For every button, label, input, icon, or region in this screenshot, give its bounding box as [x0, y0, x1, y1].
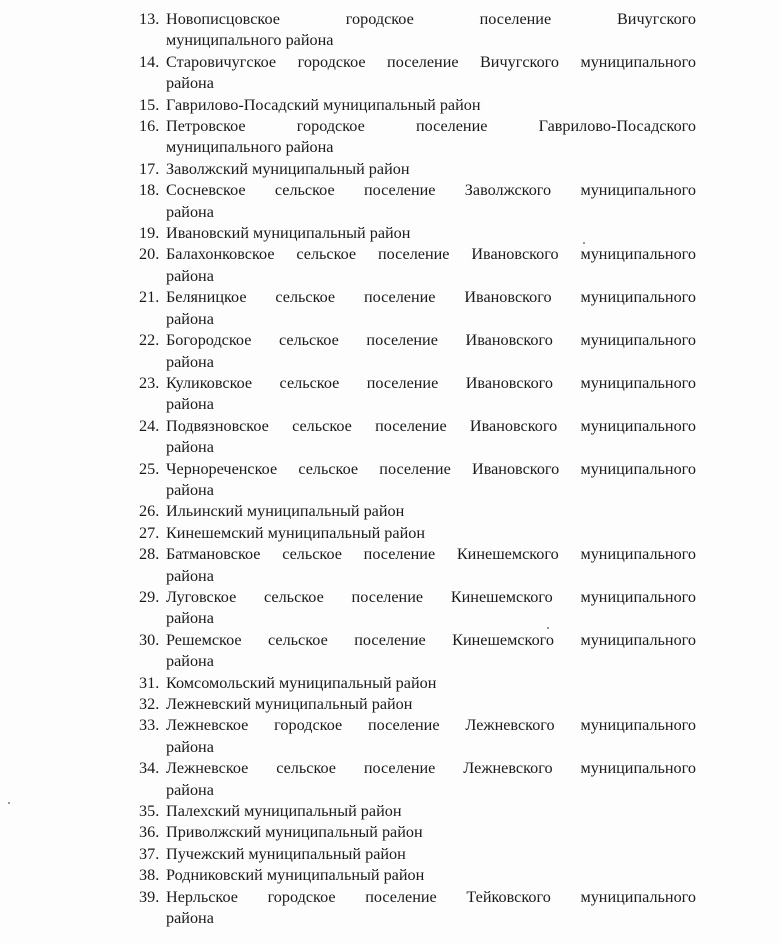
item-text: [166, 822, 696, 843]
item-text: [166, 52, 696, 95]
item-number: 16.: [139, 117, 160, 136]
item-text-continuation: района: [166, 780, 214, 799]
item-number: 32.: [139, 695, 160, 713]
item-number: 14.: [139, 52, 160, 71]
item-text: [166, 180, 696, 223]
list-item: [139, 416, 696, 459]
item-text: [166, 330, 696, 373]
item-number: 22.: [139, 331, 160, 350]
item-number: 27.: [139, 523, 160, 542]
item-text: [166, 223, 696, 244]
item-text-continuation: района: [166, 438, 214, 457]
scan-speck: [8, 802, 10, 804]
item-text-continuation: района: [166, 480, 214, 499]
item-text-line: Балахонковское сельское поселение Ивановского муниципального: [166, 245, 696, 264]
list-item: [139, 715, 696, 758]
item-text-continuation: района: [166, 609, 214, 628]
item-number: 13.: [139, 10, 160, 28]
item-text: [166, 523, 696, 544]
list-item: [139, 887, 696, 930]
list-item: [139, 159, 696, 180]
item-text-line: Подвязновское сельское поселение Ивановского муниципального: [166, 416, 696, 435]
scan-speck: [583, 242, 585, 244]
item-text-line: Решемское сельское поселение Кинешемского муниципального: [166, 630, 696, 649]
item-number: 25.: [139, 459, 160, 478]
item-text: [166, 287, 696, 330]
item-text-continuation: района: [166, 909, 214, 928]
item-text: [166, 9, 696, 52]
item-text: [166, 715, 696, 758]
list-item: [139, 673, 696, 694]
item-text-line: Беляницкое сельское поселение Ивановского муниципального: [166, 288, 696, 307]
list-item: [139, 95, 696, 116]
list-item: [139, 523, 696, 544]
item-text-continuation: муниципального района: [166, 138, 334, 157]
list-item: [139, 544, 696, 587]
item-text: [166, 416, 696, 459]
item-text-line: Нерльское городское поселение Тейковского муниципального: [166, 887, 696, 906]
list-item: [139, 844, 696, 865]
item-text-continuation: района: [166, 266, 214, 285]
item-number: 35.: [139, 802, 160, 821]
item-text-line: Луговское сельское поселение Кинешемского муниципального: [166, 587, 696, 606]
list-item: [139, 52, 696, 95]
item-text-line: Новописцовское городское поселение Вичугского: [166, 10, 696, 28]
item-number: 23.: [139, 373, 160, 392]
item-text-line: Гаврилово-Посадский муниципальный район: [166, 95, 481, 114]
item-text: [166, 630, 696, 673]
item-number: 34.: [139, 759, 160, 778]
item-text-line: Палехский муниципальный район: [166, 802, 402, 821]
item-text: [166, 694, 696, 715]
item-text-line: Заволжский муниципальный район: [166, 159, 410, 178]
item-number: 15.: [139, 95, 160, 114]
list-item: [139, 116, 696, 159]
list-item: [139, 287, 696, 330]
item-text: [166, 95, 696, 116]
item-text: [166, 244, 696, 287]
item-text-continuation: района: [166, 737, 214, 756]
item-text: [166, 544, 696, 587]
item-text: [166, 673, 696, 694]
item-text-line: Лежневский муниципальный район: [166, 695, 413, 713]
item-text-line: Приволжский муниципальный район: [166, 823, 423, 842]
item-number: 20.: [139, 245, 160, 264]
list-item: [139, 330, 696, 373]
item-text-line: Старовичугское городское поселение Вичугского муниципального: [166, 52, 696, 71]
list-item: [139, 9, 696, 52]
item-number: 39.: [139, 887, 160, 906]
list-item: [139, 223, 696, 244]
item-text-continuation: района: [166, 352, 214, 371]
item-text-continuation: муниципального района: [166, 31, 334, 50]
item-text-continuation: района: [166, 652, 214, 671]
list-item: [139, 501, 696, 522]
list-item: [139, 459, 696, 502]
item-number: 26.: [139, 502, 160, 521]
item-text-line: Сосневское сельское поселение Заволжского муниципального: [166, 181, 696, 200]
item-number: 29.: [139, 587, 160, 606]
item-text-continuation: района: [166, 395, 214, 414]
item-text: [166, 887, 696, 930]
item-text-line: Богородское сельское поселение Ивановского муниципального: [166, 331, 696, 350]
item-text-line: Лежневское городское поселение Лежневского муниципального: [166, 716, 696, 735]
item-text: [166, 587, 696, 630]
list-item: [139, 801, 696, 822]
item-text-line: Пучежский муниципальный район: [166, 844, 406, 863]
item-number: 30.: [139, 630, 160, 649]
item-text-line: Лежневское сельское поселение Лежневского муниципального: [166, 759, 696, 778]
item-text-line: Кинешемский муниципальный район: [166, 523, 426, 542]
scan-speck: [547, 627, 549, 629]
list-item: [139, 373, 696, 416]
item-text-continuation: района: [166, 74, 214, 93]
list-item: [139, 694, 696, 715]
item-number: 24.: [139, 416, 160, 435]
item-number: 19.: [139, 224, 160, 243]
item-number: 31.: [139, 673, 160, 692]
item-text: [166, 459, 696, 502]
item-text-line: Батмановское сельское поселение Кинешемского муниципального: [166, 545, 696, 564]
item-number: 33.: [139, 716, 160, 735]
item-text: [166, 116, 696, 159]
list-item: [139, 630, 696, 673]
item-number: 28.: [139, 545, 160, 564]
item-text-line: Петровское городское поселение Гаврилово-Посадского: [166, 117, 696, 136]
list-item: [139, 244, 696, 287]
item-number: 37.: [139, 844, 160, 863]
item-text-line: Комсомольский муниципальный район: [166, 673, 437, 692]
item-text-continuation: района: [166, 202, 214, 221]
item-text: [166, 865, 696, 886]
item-text: [166, 501, 696, 522]
list-item: [139, 587, 696, 630]
municipality-list: [139, 9, 696, 929]
item-text-line: Куликовское сельское поселение Ивановского муниципального: [166, 373, 696, 392]
item-text: [166, 373, 696, 416]
item-text: [166, 801, 696, 822]
list-item: [139, 758, 696, 801]
item-number: 18.: [139, 181, 160, 200]
list-item: [139, 180, 696, 223]
list-item: [139, 865, 696, 886]
item-text: [166, 844, 696, 865]
item-number: 21.: [139, 288, 160, 307]
item-text-line: Ильинский муниципальный район: [166, 502, 405, 521]
item-number: 36.: [139, 823, 160, 842]
item-text: [166, 758, 696, 801]
item-text-line: Родниковский муниципальный район: [166, 866, 425, 885]
item-text-continuation: района: [166, 309, 214, 328]
item-number: 17.: [139, 159, 160, 178]
item-number: 38.: [139, 866, 160, 885]
list-item: [139, 822, 696, 843]
item-text-line: Чернореченское сельское поселение Ивановского муниципального: [166, 459, 696, 478]
item-text: [166, 159, 696, 180]
item-text-continuation: района: [166, 566, 214, 585]
item-text-line: Ивановский муниципальный район: [166, 224, 411, 243]
